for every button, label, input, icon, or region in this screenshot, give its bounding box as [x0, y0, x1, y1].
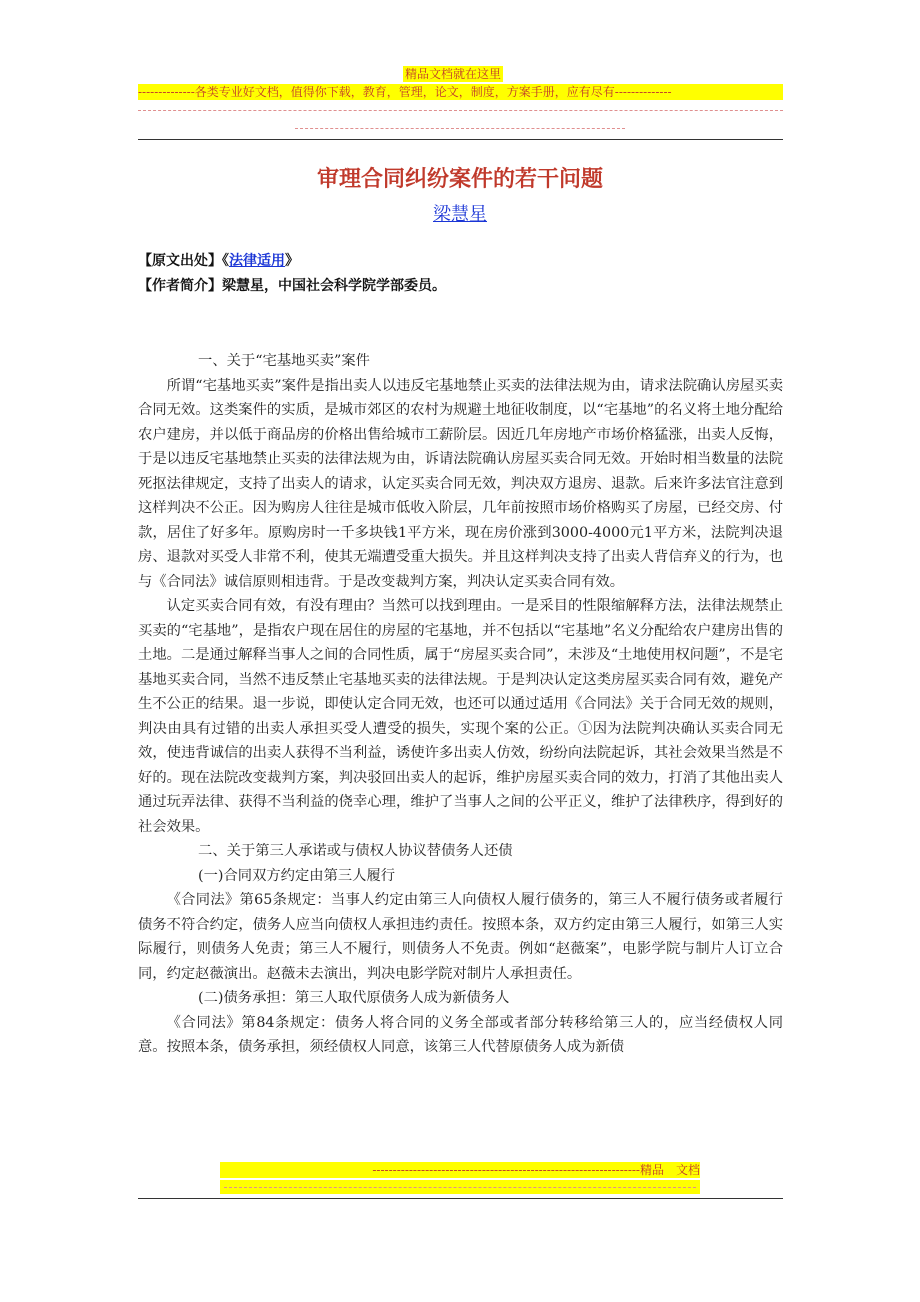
- source-end: 》: [285, 253, 299, 269]
- body-paragraph: 《合同法》第84条规定：债务人将合同的义务全部或者部分转移给第三人的，应当经债权人同意。按照本条，债务承担，须经债权人同意，该第三人代替原债务人成为新债: [138, 1014, 783, 1055]
- section-heading: (二)债务承担：第三人取代原债务人成为新债务人: [198, 990, 510, 1006]
- body-paragraph: 认定买卖合同有效，有没有理由？当然可以找到理由。一是采目的性限缩解释方法，法律法规禁止买卖的“宅基地”，是指农户现在居住的房屋的宅基地，并不包括以“宅基地”名义分配给农户建房出售的土地。二是通过解释当事人之间的合同性质，属于“房屋买卖合同”，未涉及“土地使用权问题”，不是宅基地买卖合同，当然不违反禁止宅基地买卖的法律法规。于是判决认定这类房屋买卖合同有效，避免产生不公正的结果。退一步说，即使认定合同无效，也还可以通过适用《合同法》关于合同无效的规则，判决由具有过错的出卖人承担买受人遭受的损失，实现个案的公正。①因为法院判决确认买卖合同无效，使违背诚信的出卖人获得不当利益，诱使许多出卖人仿效，纷纷向法院起诉，其社会效果当然是不好的。现在法院改变裁判方案，判决驳回出卖人的起诉，维护房屋买卖合同的效力，打消了其他出卖人通过玩弄法律、获得不当利益的侥幸心理，维护了当事人之间的公平正义，维护了法律秩序，得到好的社会效果。: [138, 598, 783, 835]
- footer-rule: [138, 1198, 783, 1199]
- source-line: [138, 251, 299, 271]
- body-paragraph: 所谓“宅基地买卖”案件是指出卖人以违反宅基地禁止买卖的法律法规为由，请求法院确认房屋买卖合同无效。这类案件的实质，是城市郊区的农村为规避土地征收制度，以“宅基地”的名义将土地分配给农户建房，并以低于商品房的价格出售给城市工薪阶层。因近几年房地产市场价格猛涨，出卖人反悔，于是以违反宅基地禁止买卖的法律法规为由，诉请法院确认房屋买卖合同无效。开始时相当数量的法院死抠法律规定，支持了出卖人的请求，认定买卖合同无效，判决双方退房、退款。后来许多法官注意到这样判决不公正。因为购房人往往是城市低收入阶层，几年前按照市场价格购买了房屋，已经交房、付款，居住了好多年。原购房时一千多块钱1平方米，现在房价涨到3000-4000元1平方米，法院判决退房、退款对买受人非常不利，使其无端遭受重大损失。并且这样判决支持了出卖人背信弃义的行为，也与《合同法》诚信原则相违背。于是改变裁判方案，判决认定买卖合同有效。: [138, 377, 783, 590]
- footer-banner-bottom: [220, 1180, 700, 1194]
- section-heading: (一)合同双方约定由第三人履行: [198, 867, 396, 884]
- header-dashes-right: --------------: [614, 85, 672, 99]
- article-title: 审理合同纠纷案件的若干问题: [316, 167, 603, 192]
- body-paragraph: 《合同法》第65条规定：当事人约定由第三人向债权人履行债务的，第三人不履行债务或者履行债务不符合约定，债务人应当向债权人承担违约责任。按照本条，双方约定由第三人履行，如第三人实际履行，则债务人免责；第三人不履行，则债务人不免责。例如“赵薇案”，电影学院与制片人订立合同，约定赵薇演出。赵薇未去演出，判决电影学院对制片人承担责任。: [138, 892, 783, 982]
- header-banner-top: [403, 66, 503, 82]
- header-dashed-divider: [138, 110, 783, 111]
- section-heading: 一、关于“宅基地买卖”案件: [198, 353, 370, 369]
- footer-dashed-line: [224, 1187, 696, 1188]
- author-bio: 【作者简介】梁慧星，中国社会科学院学部委员。: [138, 278, 446, 294]
- source-label: 【原文出处】《: [138, 253, 229, 269]
- article-author-link[interactable]: 梁慧星: [433, 204, 487, 225]
- header-dashes-left: --------------: [138, 85, 195, 99]
- footer-banner: [220, 1162, 700, 1178]
- footer-dashes: ------------------------------------------------------------------: [372, 1163, 640, 1177]
- footer-label: 精品 文档: [639, 1163, 700, 1177]
- header-slogan-text: 各类专业好文档，值得你下载，教育，管理，论文，制度，方案手册，应有尽有: [194, 85, 615, 99]
- header-banner-slogan: [138, 84, 783, 100]
- article-body: [138, 349, 783, 1060]
- header-line1-text: 精品文档就在这里: [405, 67, 502, 81]
- section-heading: 二、关于第三人承诺或与债权人协议替债务人还债: [198, 843, 513, 859]
- header-dashed-divider-short: [295, 128, 625, 129]
- source-link[interactable]: 法律适用: [229, 253, 285, 269]
- header-rule: [138, 139, 783, 140]
